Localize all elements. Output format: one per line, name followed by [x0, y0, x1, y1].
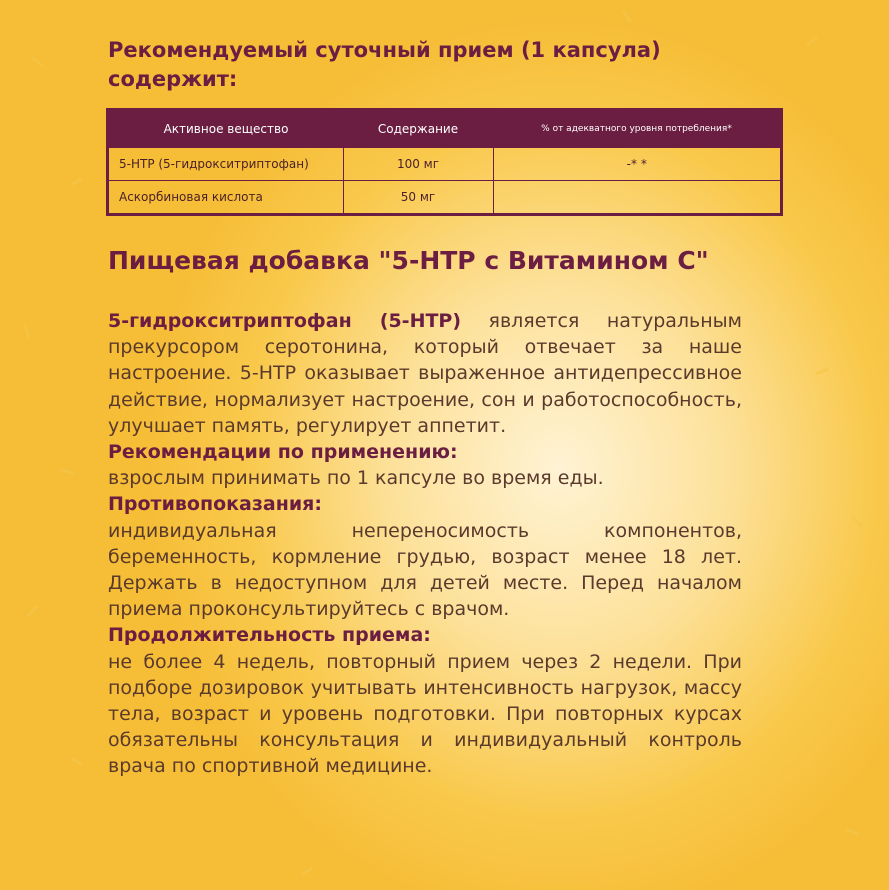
header-adequate-level: % от адекватного уровня потребления* — [493, 110, 782, 148]
product-description — [108, 308, 742, 780]
cell-amount: 50 мг — [343, 181, 493, 215]
cell-substance: Аскорбиновая кислота — [108, 181, 344, 215]
dosage-table — [106, 108, 783, 216]
cell-substance: 5-HTP (5-гидрокситриптофан) — [108, 148, 344, 181]
description-text: является натуральным прекурсором серотонина, который отвечает за наше настроение. 5-HTP оказывает выраженное антидепрессивное действие, нормализует настроение, сон и работоспособность, улучшает память, регулирует аппетит. — [108, 310, 743, 437]
duration-heading: Продолжительность приема: — [108, 624, 431, 647]
cell-percent — [493, 181, 782, 215]
cell-percent: -* * — [493, 148, 782, 181]
contraindications-text: индивидуальная непереносимость компонентов, беременность, кормление грудью, возраст менее 18 лет. Держать в недоступном для детей месте. Перед началом приема проконсультируйтесь с врачом. — [108, 519, 742, 621]
header-content: Содержание — [343, 110, 493, 148]
header-active-substance: Активное вещество — [108, 110, 344, 148]
table-row — [108, 148, 782, 181]
cell-amount: 100 мг — [343, 148, 493, 181]
intro-title: Рекомендуемый суточный прием (1 капсула) содержит: — [108, 38, 661, 91]
usage-heading: Рекомендации по применению: — [108, 441, 458, 464]
description-lead: 5-гидрокситриптофан (5-HTP) — [108, 310, 462, 332]
duration-text: не более 4 недель, повторный прием через 2 недели. При подборе дозировок учитывать интенсивность нагрузок, массу тела, возраст и уровень подготовки. При повторных курсах обязательны консультация и индивидуальный контроль врача по спортивной медицине. — [108, 650, 742, 778]
product-title: Пищевая добавка "5-HTP с Витамином С" — [108, 246, 709, 275]
table-header-row — [108, 110, 782, 148]
table-row — [108, 181, 782, 215]
usage-text: взрослым принимать по 1 капсуле во время еды. — [108, 467, 604, 490]
description-paragraph — [108, 308, 742, 439]
contraindications-heading: Противопоказания: — [108, 493, 322, 516]
